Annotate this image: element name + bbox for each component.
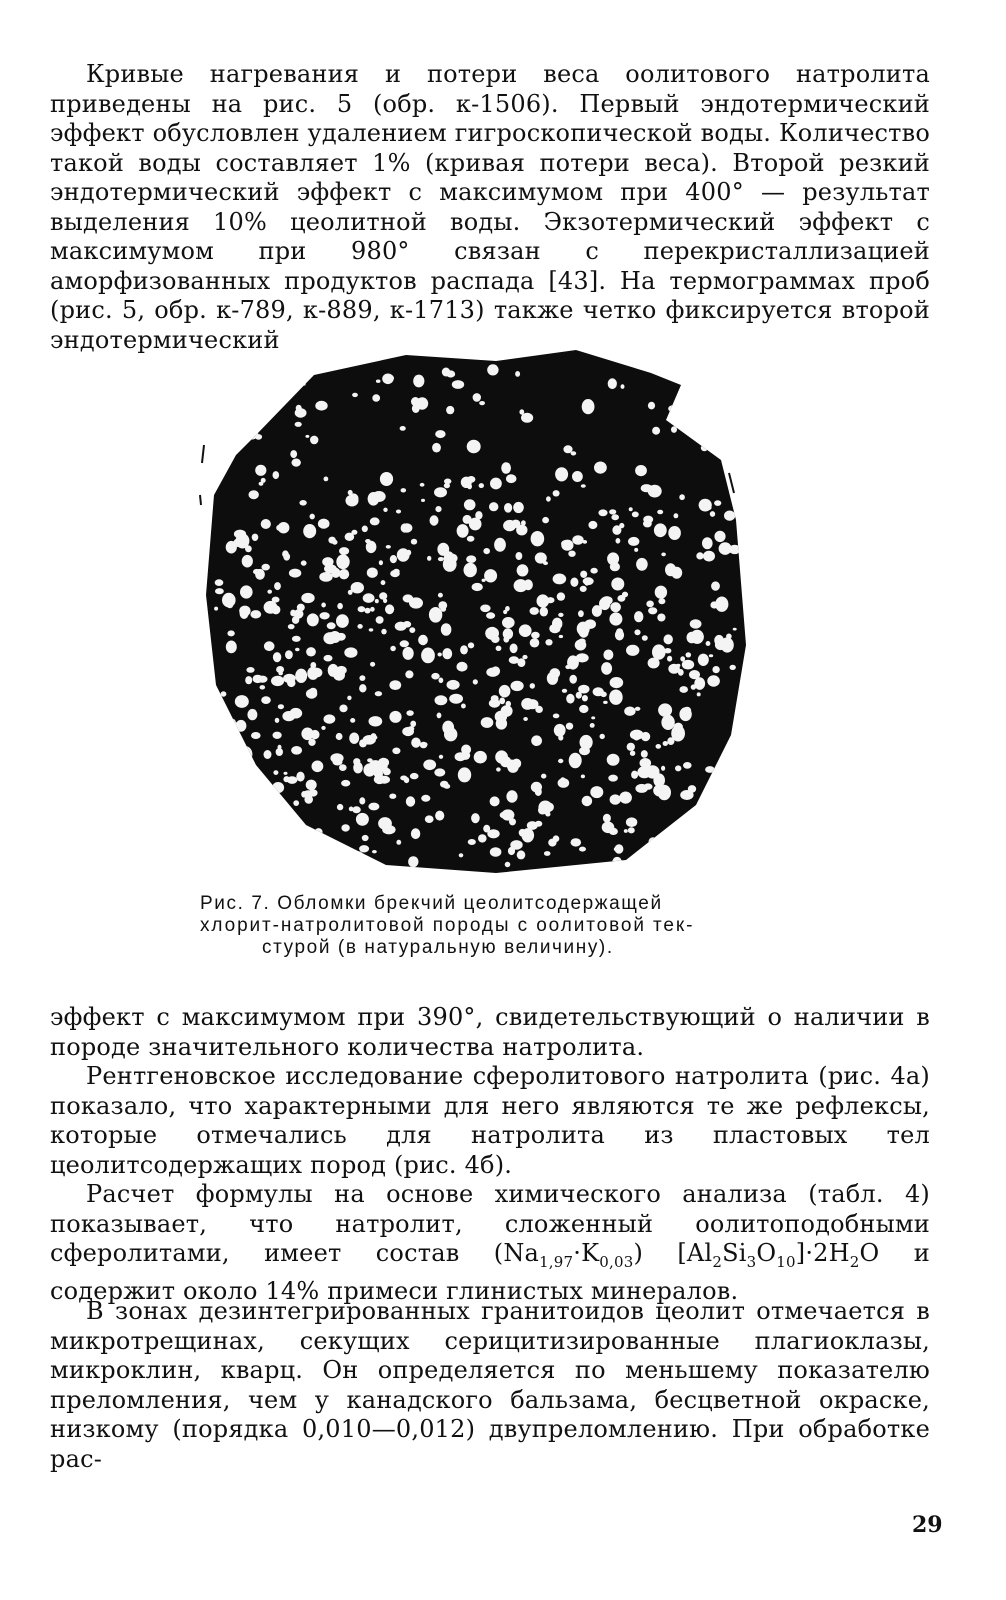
formula-h-sub: 2 bbox=[849, 1252, 860, 1271]
paragraph-effect-390: эффект с максимумом при 390°, свидетельствующий о наличии в породе значительного количества натролита. bbox=[50, 1003, 930, 1061]
formula-outro-text: и содержит около 14% примеси глинистых минералов. bbox=[50, 1239, 930, 1306]
formula-al-sub: 2 bbox=[712, 1252, 723, 1271]
formula-o-sub: 10 bbox=[776, 1252, 796, 1271]
formula-intro-text: Расчет формулы на основе химического анализа (табл. 4) показывает, что натролит, сложенный оолитоподобными сферолитами, имеет состав bbox=[50, 1180, 930, 1267]
formula-k-sub: 0,03 bbox=[599, 1252, 634, 1271]
formula-k: K bbox=[581, 1239, 600, 1267]
breccia-photo bbox=[196, 345, 756, 875]
paragraph-formula bbox=[50, 1180, 930, 1307]
figure-caption bbox=[200, 893, 760, 959]
formula-si: Si bbox=[722, 1239, 747, 1267]
paragraph-granitoids: В зонах дезинтегрированных гранитоидов цеолит отмечается в микротрещинах, секущих серицитизированные плагиоклазы, микроклин, кварц. Он определяется по меньшему показателю преломления, чем у канадского бальзама, бесцветной окраске, низкому (порядка 0,010—0,012) двупреломлению. При обработке рас- bbox=[50, 1297, 930, 1473]
formula-water: ·2H bbox=[805, 1239, 850, 1267]
page-number: 29 bbox=[912, 1512, 943, 1538]
formula-na: Na bbox=[503, 1239, 540, 1267]
formula-al: Al bbox=[686, 1239, 713, 1267]
caption-line-2: хлорит-натролитовой породы с оолитовой тек- bbox=[200, 915, 695, 936]
paragraph-thermal-curves: Кривые нагревания и потери веса оолитового натролита приведены на рис. 5 (обр. к-1506). Первый эндотермический эффект обусловлен удалением гигроскопической воды. Количество такой воды составляет 1% (кривая потери веса). Второй резкий эндотермический эффект с максимумом при 400° — результат выделения 10% цеолитной воды. Экзотермический эффект с максимумом при 980° связан с перекристаллизацией аморфизованных продуктов распада [43]. На термограммах проб (рис. 5, обр. к-789, к-889, к-1713) также четко фиксируется второй эндотермический bbox=[50, 60, 930, 354]
paragraph-xray: Рентгеновское исследование сферолитового натролита (рис. 4а) показало, что характерными для него являются те же рефлексы, которые отмечались для натролита из пластовых тел цеолитсодержащих пород (рис. 4б). bbox=[50, 1062, 930, 1179]
chemical-formula: $(Na_{1,97}\cdot K_{0,03})$ $[Al_2Si_3O_{10}]\cdot 2H_2O$ bbox=[493, 1239, 880, 1271]
formula-dot: · bbox=[573, 1239, 582, 1267]
formula-si-sub: 3 bbox=[746, 1252, 757, 1271]
formula-o: O bbox=[756, 1239, 777, 1267]
caption-line-3: стурой (в натуральную величину). bbox=[262, 937, 614, 958]
caption-line-1: Рис. 7. Обломки брекчий цеолитсодержащей bbox=[200, 893, 663, 914]
formula-na-sub: 1,97 bbox=[539, 1252, 574, 1271]
formula-water-o: O bbox=[859, 1239, 880, 1267]
